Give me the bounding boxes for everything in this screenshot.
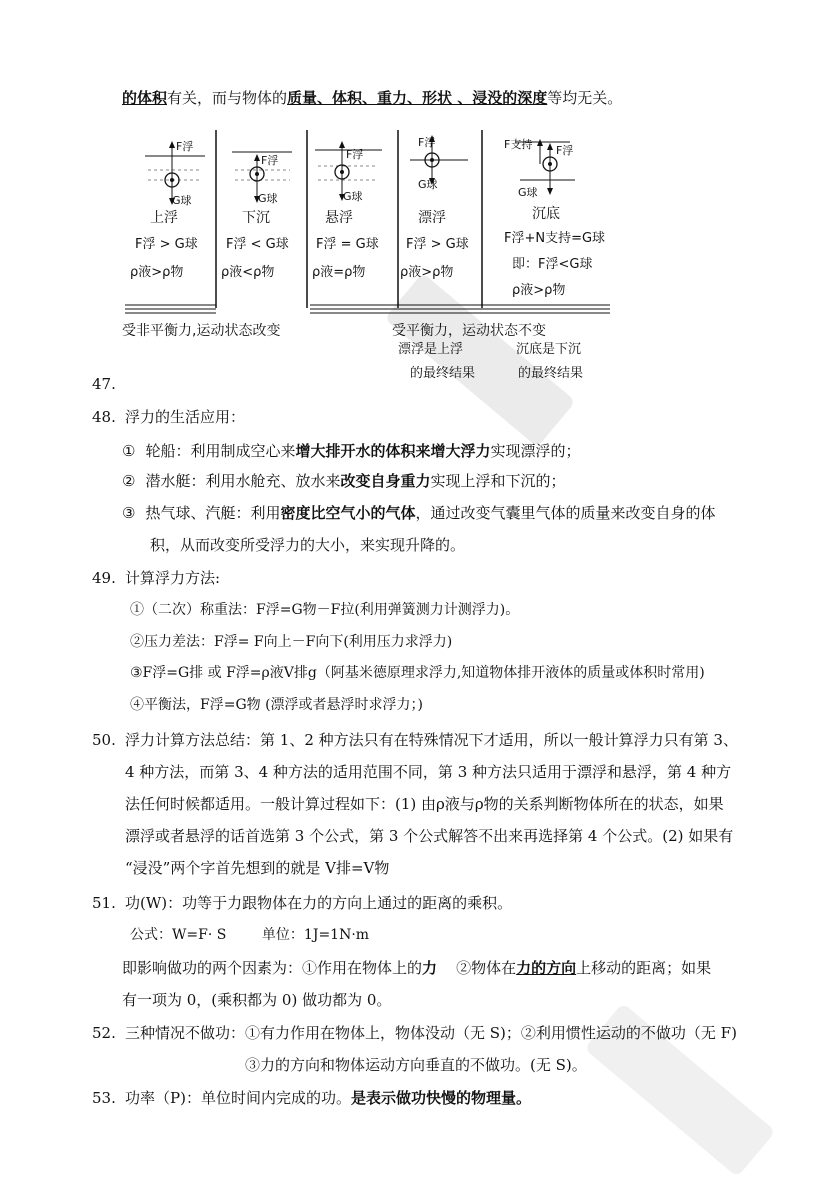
intro-line <box>122 88 622 108</box>
compare-text: F浮 > G球 <box>406 237 469 252</box>
state-name: 漂浮 <box>418 210 446 226</box>
item-51: 51. 功(W)：功等于力跟物体在力的方向上通过的距离的乘积。 <box>92 894 513 912</box>
density-text: ρ液<ρ物 <box>221 265 275 280</box>
note-bottom-2: 的最终结果 <box>518 366 584 381</box>
intro-bold-1: 的体积 <box>122 89 168 107</box>
item-52-line2: ③力的方向和物体运动方向垂直的不做功。(无 S)。 <box>245 1056 587 1074</box>
state-floating <box>400 135 469 280</box>
force-up-label: F浮 <box>176 140 194 153</box>
item-53: 53. 功率（P)：单位时间内完成的功。是表示做功快慢的物理量。 <box>92 1089 531 1107</box>
item-50-line2: 4 种方法，而第 3、4 种方法的适用范围不同，第 3 种方法只适用于漂浮和悬浮，第 4 种方 <box>125 763 732 781</box>
density-text: ρ液>ρ物 <box>512 283 566 298</box>
state-name: 下沉 <box>242 210 270 226</box>
note-bottom: 沉底是下沉 <box>516 342 582 357</box>
item-50-line4: 漂浮或者悬浮的话首选第 3 个公式，第 3 个公式解答不出来再选择第 4 个公式。(2) 如果有 <box>125 827 734 845</box>
method-1: ①（二次）称重法：F浮=G物－F拉(利用弹簧测力计测浮力)。 <box>130 602 520 618</box>
force-down-label: G球 <box>418 178 438 191</box>
app-submarine: ② 潜水艇：利用水舱充、放水来改变自身重力实现上浮和下沉的； <box>122 472 566 490</box>
compare-text: F浮 = G球 <box>316 237 379 252</box>
state-suspend <box>312 141 382 280</box>
intro-bold-2: 质量、体积、重力、形状 、浸没的深度 <box>287 89 548 107</box>
compare-text: F浮 > G球 <box>135 237 198 252</box>
method-4: ④平衡法，F浮=G物 (漂浮或者悬浮时求浮力；) <box>130 697 424 713</box>
intro-text-2: 等均无关。 <box>547 89 623 107</box>
note-float-2: 的最终结果 <box>410 366 476 381</box>
state-name: 悬浮 <box>325 210 353 226</box>
method-3: ③F浮=G排 或 F浮=ρ液V排g（阿基米德原理求浮力,知道物体排开液体的质量或体积时常用) <box>130 665 705 681</box>
item-52: 52. 三种情况不做功：①有力作用在物体上，物体没动（无 S)；②利用惯性运动的不做功（无 F) <box>92 1024 737 1042</box>
compare-text: F浮 < G球 <box>226 237 289 252</box>
item-48: 48. 浮力的生活应用： <box>92 408 246 426</box>
density-text: ρ液>ρ物 <box>130 265 184 280</box>
app-ship: ① 轮船：利用制成空心来增大排开水的体积来增大浮力实现漂浮的； <box>122 442 581 460</box>
item-50-line5: “浸没”两个字首先想到的就是 V排=V物 <box>125 859 390 877</box>
caption-right: 受平衡力，运动状态不变 <box>392 323 546 339</box>
compare-text-2: 即：F浮<G球 <box>512 257 593 272</box>
state-bottom <box>504 137 605 298</box>
force-up-label: F浮 <box>346 148 364 161</box>
state-name: 沉底 <box>532 206 560 222</box>
density-text: ρ液>ρ物 <box>400 265 454 280</box>
item-50-line3: 法任何时候都适用。一般计算过程如下：(1) 由ρ液与ρ物的关系判断物体所在的状态，如果 <box>125 795 724 813</box>
app-balloon-cont: 积，从而改变所受浮力的大小，来实现升降的。 <box>150 536 466 554</box>
item-50: 50. 浮力计算方法总结：第 1、2 种方法只有在特殊情况下才适用，所以一般计算浮力只有第 3、 <box>92 731 738 749</box>
app-balloon: ③ 热气球、汽艇：利用密度比空气小的气体，通过改变气囊里气体的质量来改变自身的体 <box>122 504 716 522</box>
force-down-label: G球 <box>258 192 278 205</box>
density-text: ρ液=ρ物 <box>312 265 366 280</box>
work-factors: 即影响做功的两个因素为：①作用在物体上的力 ②物体在力的方向上移动的距离；如果 <box>122 959 712 977</box>
force-down-label: G球 <box>343 190 363 203</box>
force-up-label: F浮 <box>418 136 436 149</box>
work-factors-cont: 有一项为 0，(乘积都为 0) 做功都为 0。 <box>122 991 392 1009</box>
force-support-label: F支持 <box>504 138 533 151</box>
item-49: 49. 计算浮力方法: <box>92 569 221 587</box>
compare-text: F浮+N支持=G球 <box>504 231 606 246</box>
state-sink <box>221 152 292 280</box>
note-float: 漂浮是上浮 <box>398 342 464 357</box>
work-formula: 公式：W=F· S 单位：1J=1N·m <box>130 927 370 943</box>
item-47: 47. <box>92 375 116 393</box>
state-name: 上浮 <box>150 210 178 226</box>
method-2: ②压力差法：F浮= F向上－F向下(利用压力求浮力) <box>130 634 453 650</box>
buoyancy-states-figure <box>120 122 630 387</box>
caption-left: 受非平衡力,运动状态改变 <box>122 323 281 339</box>
state-float-up <box>130 140 205 280</box>
intro-text-1: 有关，而与物体的 <box>167 89 288 107</box>
force-down-label: G球 <box>518 186 538 199</box>
force-up-label: F浮 <box>556 144 574 157</box>
force-down-label: G球 <box>172 194 192 207</box>
force-up-label: F浮 <box>261 154 279 167</box>
